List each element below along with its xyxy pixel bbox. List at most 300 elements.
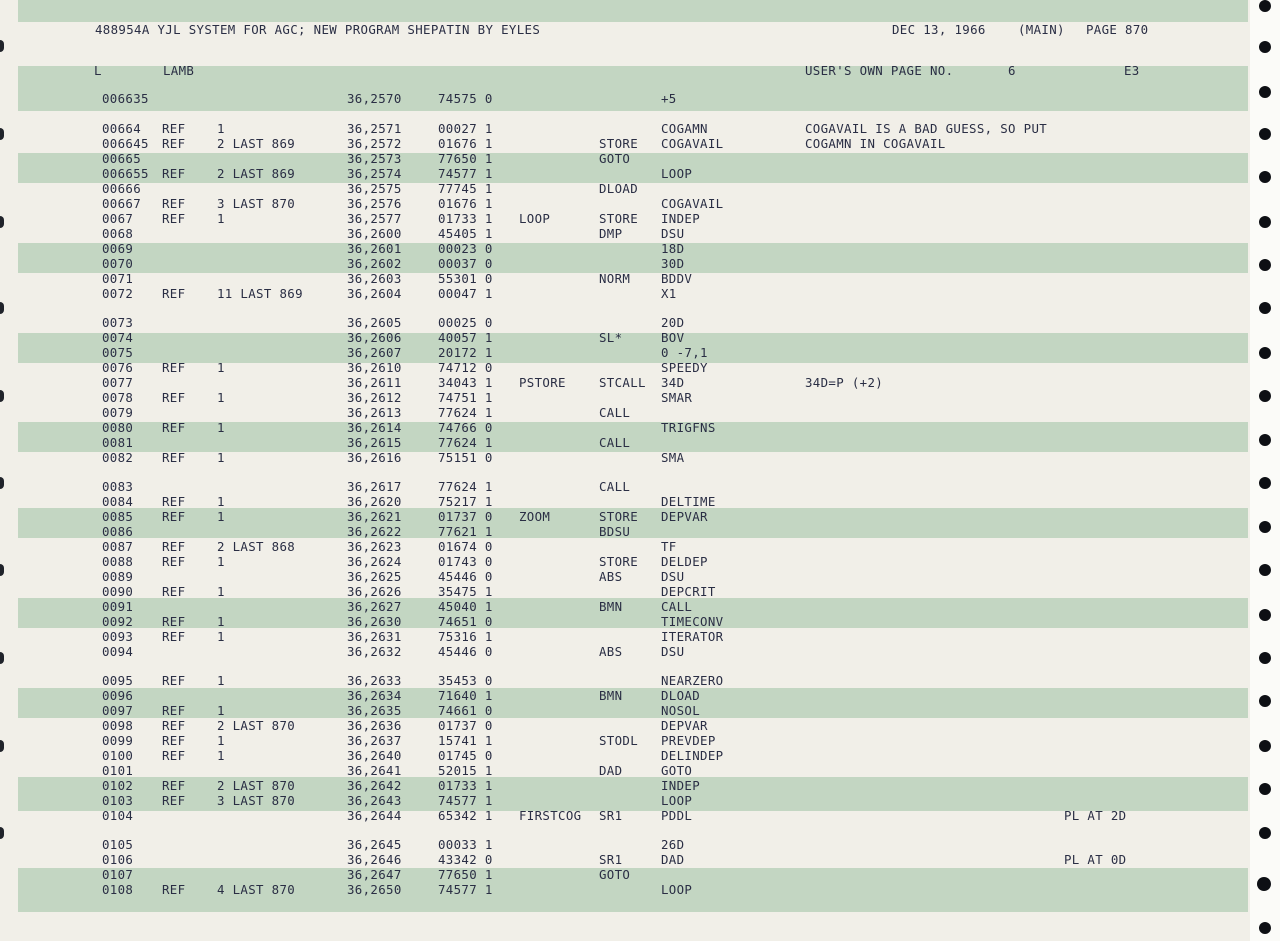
- line-number: 0068: [102, 226, 134, 241]
- symbol-label: ZOOM: [519, 509, 551, 524]
- ref-info: 1: [217, 450, 225, 465]
- feed-hole: [1259, 922, 1271, 934]
- operand: DLOAD: [661, 688, 701, 703]
- ref-info: 1: [217, 420, 225, 435]
- line-number: 0104: [102, 808, 134, 823]
- feed-hole: [1259, 128, 1271, 140]
- octal-word: 00033 1: [438, 837, 493, 852]
- line-number: 0078: [102, 390, 134, 405]
- ref-info: 2 LAST 870: [217, 778, 296, 793]
- left-edge-mark: [0, 564, 4, 576]
- opcode: STCALL: [599, 375, 646, 390]
- ref-info: 1: [217, 121, 225, 136]
- memory-address: 36,2621: [347, 509, 402, 524]
- memory-address: 36,2616: [347, 450, 402, 465]
- greenbar-band: [18, 0, 1248, 22]
- operand: INDEP: [661, 211, 701, 226]
- operand: LOOP: [661, 166, 693, 181]
- ref-info: 1: [217, 748, 225, 763]
- memory-address: 36,2622: [347, 524, 402, 539]
- opcode: DLOAD: [599, 181, 639, 196]
- ref-marker: REF: [162, 420, 186, 435]
- comment-text: 34D=P (+2): [805, 375, 884, 390]
- memory-address: 36,2632: [347, 644, 402, 659]
- octal-word: 77624 1: [438, 479, 493, 494]
- operand: ITERATOR: [661, 629, 724, 644]
- octal-word: 74577 1: [438, 793, 493, 808]
- memory-address: 36,2625: [347, 569, 402, 584]
- octal-word: 01733 1: [438, 211, 493, 226]
- memory-address: 36,2612: [347, 390, 402, 405]
- greenbar-band: [18, 598, 1248, 628]
- octal-word: 43342 0: [438, 852, 493, 867]
- memory-address: 36,2576: [347, 196, 402, 211]
- octal-word: 65342 1: [438, 808, 493, 823]
- octal-word: 35475 1: [438, 584, 493, 599]
- line-number: 006635: [102, 91, 149, 106]
- octal-word: 01745 0: [438, 748, 493, 763]
- left-edge-mark: [0, 477, 4, 489]
- ref-marker: REF: [162, 166, 186, 181]
- memory-address: 36,2615: [347, 435, 402, 450]
- operand: DEPVAR: [661, 509, 708, 524]
- operand: DAD: [661, 852, 685, 867]
- comment-text: COGAVAIL IS A BAD GUESS, SO PUT: [805, 121, 1048, 136]
- line-number: 0077: [102, 375, 134, 390]
- memory-address: 36,2642: [347, 778, 402, 793]
- ref-marker: REF: [162, 136, 186, 151]
- line-number: 0103: [102, 793, 134, 808]
- memory-address: 36,2604: [347, 286, 402, 301]
- opcode: STORE: [599, 554, 639, 569]
- operand: TIMECONV: [661, 614, 724, 629]
- line-number: 00665: [102, 151, 142, 166]
- opcode: STODL: [599, 733, 639, 748]
- greenbar-band: [18, 422, 1248, 452]
- operand: PDDL: [661, 808, 693, 823]
- ref-marker: REF: [162, 703, 186, 718]
- feed-hole: [1259, 259, 1271, 271]
- operand: DELINDEP: [661, 748, 724, 763]
- memory-address: 36,2646: [347, 852, 402, 867]
- ref-marker: REF: [162, 121, 186, 136]
- memory-address: 36,2572: [347, 136, 402, 151]
- ref-info: 11 LAST 869: [217, 286, 303, 301]
- octal-word: 77624 1: [438, 435, 493, 450]
- line-number: 0086: [102, 524, 134, 539]
- line-number: 0095: [102, 673, 134, 688]
- octal-word: 55301 0: [438, 271, 493, 286]
- octal-word: 01676 1: [438, 136, 493, 151]
- opcode: SR1: [599, 852, 623, 867]
- symbol-label: LOOP: [519, 211, 551, 226]
- ref-marker: REF: [162, 733, 186, 748]
- operand: 30D: [661, 256, 685, 271]
- line-number: 0092: [102, 614, 134, 629]
- operand: DEPVAR: [661, 718, 708, 733]
- memory-address: 36,2636: [347, 718, 402, 733]
- line-number: 0083: [102, 479, 134, 494]
- column-lamb-label: LAMB: [163, 63, 195, 78]
- memory-address: 36,2603: [347, 271, 402, 286]
- operand: DSU: [661, 226, 685, 241]
- octal-word: 01733 1: [438, 778, 493, 793]
- listing-section: (MAIN): [1018, 22, 1065, 37]
- memory-address: 36,2644: [347, 808, 402, 823]
- operand: SMA: [661, 450, 685, 465]
- line-number: 0079: [102, 405, 134, 420]
- ref-info: 1: [217, 673, 225, 688]
- octal-word: 52015 1: [438, 763, 493, 778]
- left-edge-mark: [0, 740, 4, 752]
- line-number: 0089: [102, 569, 134, 584]
- opcode: STORE: [599, 211, 639, 226]
- memory-address: 36,2635: [347, 703, 402, 718]
- line-number: 0067: [102, 211, 134, 226]
- line-number: 0098: [102, 718, 134, 733]
- opcode: STORE: [599, 136, 639, 151]
- feed-hole: [1259, 0, 1271, 12]
- ref-marker: REF: [162, 584, 186, 599]
- line-number: 0082: [102, 450, 134, 465]
- memory-address: 36,2570: [347, 91, 402, 106]
- line-number: 0087: [102, 539, 134, 554]
- operand: COGAMN: [661, 121, 708, 136]
- left-edge-mark: [0, 40, 4, 52]
- line-number: 0088: [102, 554, 134, 569]
- ref-info: 2 LAST 868: [217, 539, 296, 554]
- line-number: 0107: [102, 867, 134, 882]
- ref-marker: REF: [162, 778, 186, 793]
- octal-word: 01743 0: [438, 554, 493, 569]
- line-number: 0081: [102, 435, 134, 450]
- line-number: 0100: [102, 748, 134, 763]
- line-number: 0096: [102, 688, 134, 703]
- ref-info: 2 LAST 870: [217, 718, 296, 733]
- memory-address: 36,2601: [347, 241, 402, 256]
- opcode: DAD: [599, 763, 623, 778]
- memory-address: 36,2613: [347, 405, 402, 420]
- memory-address: 36,2617: [347, 479, 402, 494]
- feed-hole: [1257, 877, 1271, 891]
- operand: +5: [661, 91, 677, 106]
- left-edge-mark: [0, 390, 4, 402]
- memory-address: 36,2605: [347, 315, 402, 330]
- octal-word: 74712 0: [438, 360, 493, 375]
- octal-word: 34043 1: [438, 375, 493, 390]
- memory-address: 36,2633: [347, 673, 402, 688]
- ref-info: 1: [217, 703, 225, 718]
- left-edge-mark: [0, 302, 4, 314]
- pushlist-note: PL AT 0D: [1064, 852, 1127, 867]
- octal-word: 74751 1: [438, 390, 493, 405]
- memory-address: 36,2607: [347, 345, 402, 360]
- opcode: ABS: [599, 569, 623, 584]
- ref-marker: REF: [162, 211, 186, 226]
- ref-marker: REF: [162, 748, 186, 763]
- ref-info: 3 LAST 870: [217, 196, 296, 211]
- line-number: 0094: [102, 644, 134, 659]
- listing-title: 488954A YJL SYSTEM FOR AGC; NEW PROGRAM SHEPATIN BY EYLES: [95, 22, 541, 37]
- operand: COGAVAIL: [661, 196, 724, 211]
- symbol-label: PSTORE: [519, 375, 566, 390]
- feed-hole: [1259, 783, 1271, 795]
- ref-marker: REF: [162, 629, 186, 644]
- operand: SMAR: [661, 390, 693, 405]
- ref-info: 1: [217, 614, 225, 629]
- line-number: 0069: [102, 241, 134, 256]
- listing-code: E3: [1124, 63, 1140, 78]
- octal-word: 77624 1: [438, 405, 493, 420]
- octal-word: 77745 1: [438, 181, 493, 196]
- feed-hole: [1259, 477, 1271, 489]
- opcode: CALL: [599, 479, 631, 494]
- memory-address: 36,2610: [347, 360, 402, 375]
- operand: 26D: [661, 837, 685, 852]
- octal-word: 77621 1: [438, 524, 493, 539]
- line-number: 0080: [102, 420, 134, 435]
- ref-info: 1: [217, 360, 225, 375]
- left-edge-mark: [0, 216, 4, 228]
- ref-marker: REF: [162, 360, 186, 375]
- greenbar-band: [18, 868, 1248, 912]
- operand: CALL: [661, 599, 693, 614]
- octal-word: 45446 0: [438, 644, 493, 659]
- symbol-label: FIRSTCOG: [519, 808, 582, 823]
- octal-word: 74766 0: [438, 420, 493, 435]
- line-number: 0072: [102, 286, 134, 301]
- operand: LOOP: [661, 882, 693, 897]
- opcode: SR1: [599, 808, 623, 823]
- feed-hole: [1259, 564, 1271, 576]
- greenbar-band: [18, 243, 1248, 273]
- memory-address: 36,2627: [347, 599, 402, 614]
- feed-hole: [1259, 521, 1271, 533]
- memory-address: 36,2611: [347, 375, 402, 390]
- ref-info: 1: [217, 584, 225, 599]
- line-number: 0075: [102, 345, 134, 360]
- greenbar-band: [18, 688, 1248, 718]
- memory-address: 36,2574: [347, 166, 402, 181]
- line-number: 0108: [102, 882, 134, 897]
- operand: SPEEDY: [661, 360, 708, 375]
- opcode: STORE: [599, 509, 639, 524]
- feed-hole: [1259, 41, 1271, 53]
- ref-info: 1: [217, 733, 225, 748]
- ref-info: 1: [217, 211, 225, 226]
- octal-word: 74575 0: [438, 91, 493, 106]
- line-number: 0105: [102, 837, 134, 852]
- octal-word: 74661 0: [438, 703, 493, 718]
- line-number: 0085: [102, 509, 134, 524]
- feed-hole: [1259, 695, 1271, 707]
- operand: 18D: [661, 241, 685, 256]
- octal-word: 00047 1: [438, 286, 493, 301]
- memory-address: 36,2620: [347, 494, 402, 509]
- octal-word: 00027 1: [438, 121, 493, 136]
- octal-word: 75151 0: [438, 450, 493, 465]
- line-number: 0102: [102, 778, 134, 793]
- operand: DSU: [661, 644, 685, 659]
- memory-address: 36,2600: [347, 226, 402, 241]
- octal-word: 77650 1: [438, 867, 493, 882]
- feed-hole: [1259, 86, 1271, 98]
- ref-marker: REF: [162, 196, 186, 211]
- operand: GOTO: [661, 763, 693, 778]
- pushlist-note: PL AT 2D: [1064, 808, 1127, 823]
- memory-address: 36,2614: [347, 420, 402, 435]
- memory-address: 36,2606: [347, 330, 402, 345]
- greenbar-band: [18, 153, 1248, 183]
- ref-marker: REF: [162, 494, 186, 509]
- memory-address: 36,2643: [347, 793, 402, 808]
- ref-marker: REF: [162, 539, 186, 554]
- operand: INDEP: [661, 778, 701, 793]
- opcode: ABS: [599, 644, 623, 659]
- memory-address: 36,2631: [347, 629, 402, 644]
- octal-word: 00037 0: [438, 256, 493, 271]
- users-page-label: USER'S OWN PAGE NO.: [805, 63, 954, 78]
- octal-word: 74651 0: [438, 614, 493, 629]
- ref-marker: REF: [162, 793, 186, 808]
- octal-word: 01737 0: [438, 509, 493, 524]
- tractor-feed-strip: [1250, 0, 1280, 941]
- memory-address: 36,2640: [347, 748, 402, 763]
- octal-word: 45040 1: [438, 599, 493, 614]
- ref-info: 1: [217, 390, 225, 405]
- ref-marker: REF: [162, 718, 186, 733]
- ref-info: 1: [217, 554, 225, 569]
- memory-address: 36,2647: [347, 867, 402, 882]
- memory-address: 36,2637: [347, 733, 402, 748]
- ref-marker: REF: [162, 882, 186, 897]
- users-page-number: 6: [1008, 63, 1016, 78]
- line-number: 00666: [102, 181, 142, 196]
- memory-address: 36,2573: [347, 151, 402, 166]
- feed-hole: [1259, 347, 1271, 359]
- line-number: 0074: [102, 330, 134, 345]
- octal-word: 71640 1: [438, 688, 493, 703]
- line-number: 0090: [102, 584, 134, 599]
- line-number: 0093: [102, 629, 134, 644]
- opcode: NORM: [599, 271, 631, 286]
- operand: DELTIME: [661, 494, 716, 509]
- operand: 34D: [661, 375, 685, 390]
- operand: NOSOL: [661, 703, 701, 718]
- opcode: BMN: [599, 688, 623, 703]
- octal-word: 00025 0: [438, 315, 493, 330]
- octal-word: 75217 1: [438, 494, 493, 509]
- memory-address: 36,2634: [347, 688, 402, 703]
- line-number: 006655: [102, 166, 149, 181]
- octal-word: 01676 1: [438, 196, 493, 211]
- ref-marker: REF: [162, 509, 186, 524]
- line-number: 006645: [102, 136, 149, 151]
- memory-address: 36,2575: [347, 181, 402, 196]
- left-edge-mark: [0, 652, 4, 664]
- feed-hole: [1259, 302, 1271, 314]
- feed-hole: [1259, 827, 1271, 839]
- ref-info: 2 LAST 869: [217, 166, 296, 181]
- ref-marker: REF: [162, 554, 186, 569]
- line-number: 0071: [102, 271, 134, 286]
- line-number: 0073: [102, 315, 134, 330]
- opcode: BDSU: [599, 524, 631, 539]
- operand: DSU: [661, 569, 685, 584]
- feed-hole: [1259, 434, 1271, 446]
- octal-word: 45405 1: [438, 226, 493, 241]
- ref-marker: REF: [162, 286, 186, 301]
- ref-info: 2 LAST 869: [217, 136, 296, 151]
- octal-word: 01737 0: [438, 718, 493, 733]
- operand: LOOP: [661, 793, 693, 808]
- feed-hole: [1259, 216, 1271, 228]
- feed-hole: [1259, 609, 1271, 621]
- memory-address: 36,2630: [347, 614, 402, 629]
- operand: TRIGFNS: [661, 420, 716, 435]
- ref-info: 1: [217, 494, 225, 509]
- column-l-label: L: [94, 63, 102, 78]
- ref-marker: REF: [162, 673, 186, 688]
- line-number: 00664: [102, 121, 142, 136]
- ref-marker: REF: [162, 614, 186, 629]
- operand: BOV: [661, 330, 685, 345]
- ref-marker: REF: [162, 390, 186, 405]
- operand: TF: [661, 539, 677, 554]
- line-number: 0070: [102, 256, 134, 271]
- ref-marker: REF: [162, 450, 186, 465]
- octal-word: 74577 1: [438, 882, 493, 897]
- memory-address: 36,2626: [347, 584, 402, 599]
- memory-address: 36,2645: [347, 837, 402, 852]
- left-edge-mark: [0, 128, 4, 140]
- opcode: BMN: [599, 599, 623, 614]
- memory-address: 36,2623: [347, 539, 402, 554]
- feed-hole: [1259, 740, 1271, 752]
- operand: 0 -7,1: [661, 345, 708, 360]
- greenbar-band: [18, 66, 1248, 111]
- octal-word: 15741 1: [438, 733, 493, 748]
- memory-address: 36,2577: [347, 211, 402, 226]
- octal-word: 00023 0: [438, 241, 493, 256]
- memory-address: 36,2571: [347, 121, 402, 136]
- feed-hole: [1259, 652, 1271, 664]
- operand: NEARZERO: [661, 673, 724, 688]
- octal-word: 20172 1: [438, 345, 493, 360]
- line-number: 0101: [102, 763, 134, 778]
- memory-address: 36,2650: [347, 882, 402, 897]
- octal-word: 74577 1: [438, 166, 493, 181]
- page-number: PAGE 870: [1086, 22, 1149, 37]
- opcode: CALL: [599, 405, 631, 420]
- ref-info: 4 LAST 870: [217, 882, 296, 897]
- ref-info: 1: [217, 629, 225, 644]
- line-number: 0084: [102, 494, 134, 509]
- opcode: DMP: [599, 226, 623, 241]
- octal-word: 77650 1: [438, 151, 493, 166]
- memory-address: 36,2602: [347, 256, 402, 271]
- comment-text: COGAMN IN COGAVAIL: [805, 136, 946, 151]
- octal-word: 45446 0: [438, 569, 493, 584]
- opcode: SL*: [599, 330, 623, 345]
- memory-address: 36,2624: [347, 554, 402, 569]
- operand: X1: [661, 286, 677, 301]
- operand: DEPCRIT: [661, 584, 716, 599]
- octal-word: 75316 1: [438, 629, 493, 644]
- opcode: GOTO: [599, 151, 631, 166]
- line-number: 0076: [102, 360, 134, 375]
- left-edge-mark: [0, 827, 4, 839]
